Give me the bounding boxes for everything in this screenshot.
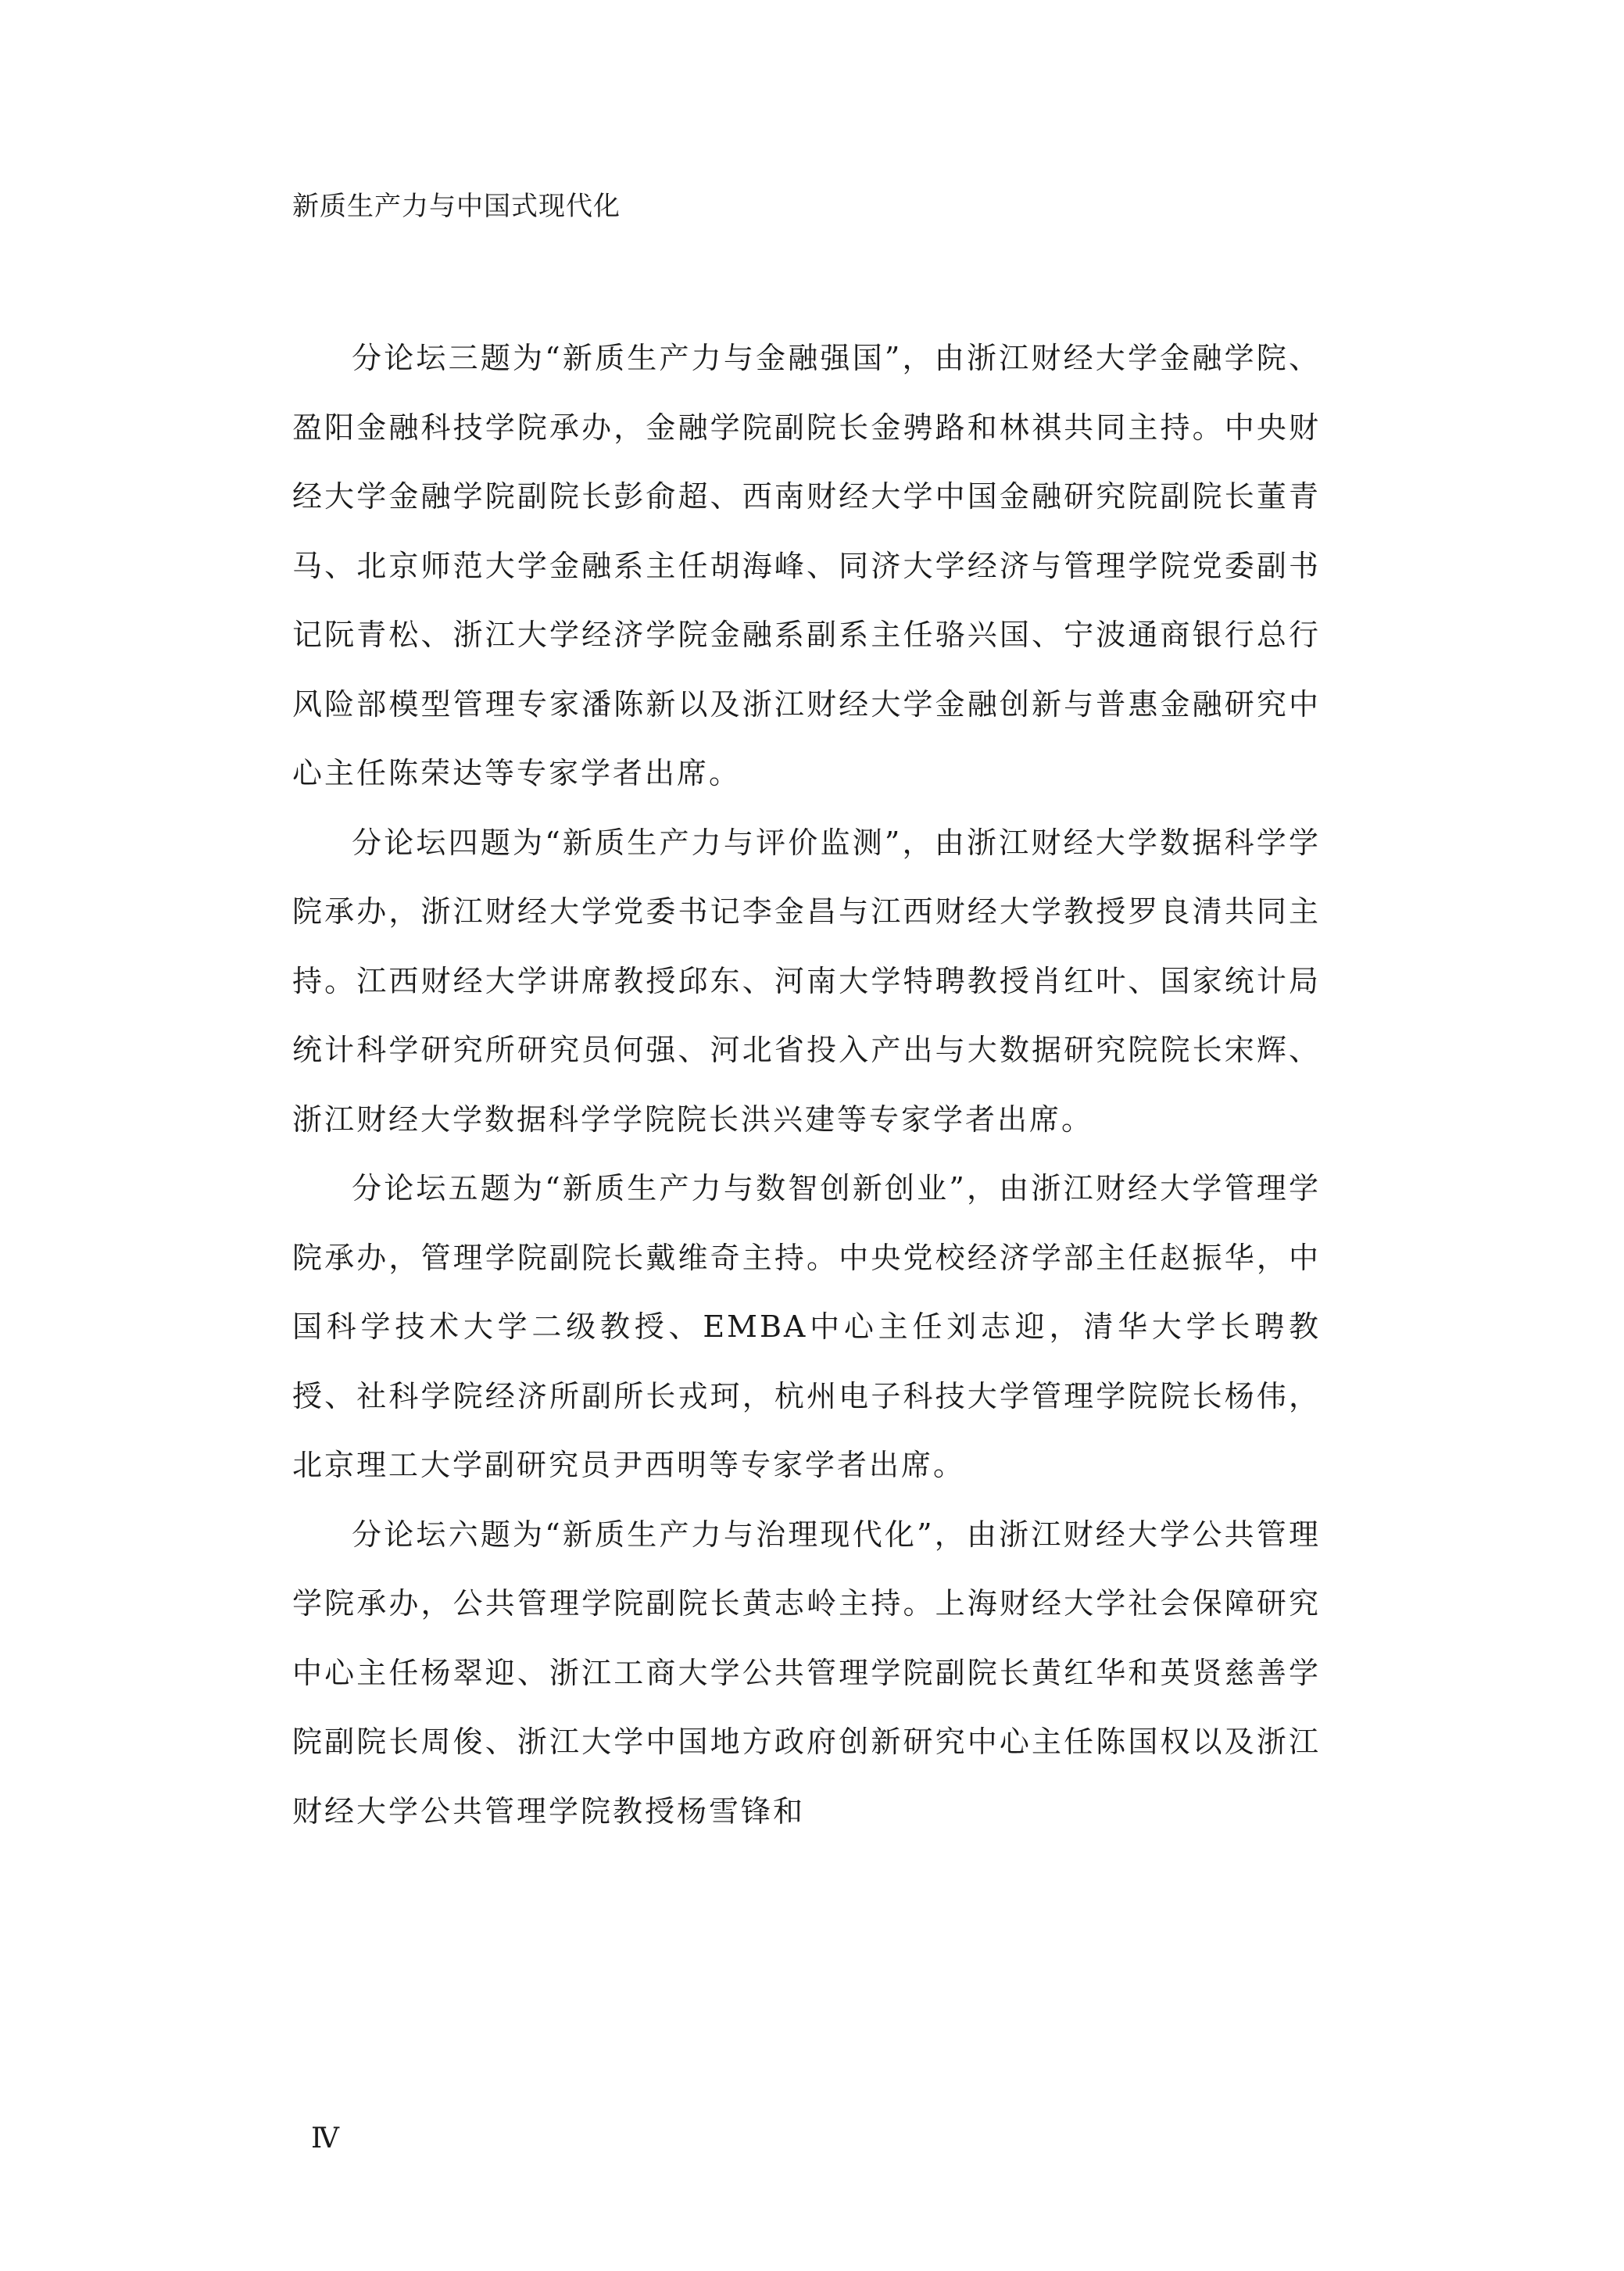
paragraph-forum-six: 分论坛六题为“新质生产力与治理现代化”，由浙江财经大学公共管理学院承办，公共管理学院副院长黄志岭主持。上海财经大学社会保障研究中心主任杨翠迎、浙江工商大学公共管理学院副院长黄红华和英贤慈善学院副院长周俊、浙江大学中国地方政府创新研究中心主任陈国权以及浙江财经大学公共管理学院教授杨雪锋和 bbox=[292, 1517, 1321, 1829]
paragraph-forum-four: 分论坛四题为“新质生产力与评价监测”，由浙江财经大学数据科学学院承办，浙江财经大学党委书记李金昌与江西财经大学教授罗良清共同主持。江西财经大学讲席教授邱东、河南大学特聘教授肖红叶、国家统计局统计科学研究所研究员何强、河北省投入产出与大数据研究院院长宋辉、浙江财经大学数据科学学院院长洪兴建等专家学者出席。 bbox=[292, 825, 1321, 1137]
page-number: Ⅳ bbox=[311, 2122, 339, 2155]
body-text bbox=[292, 324, 1321, 1846]
paragraph-forum-five: 分论坛五题为“新质生产力与数智创新创业”，由浙江财经大学管理学院承办，管理学院副院长戴维奇主持。中央党校经济学部主任赵振华，中国科学技术大学二级教授、EMBA中心主任刘志迎，清华大学长聘教授、社科学院经济所副所长戎珂，杭州电子科技大学管理学院院长杨伟，北京理工大学副研究员尹西明等专家学者出席。 bbox=[292, 1171, 1321, 1482]
running-header: 新质生产力与中国式现代化 bbox=[292, 191, 621, 222]
paragraph-forum-three: 分论坛三题为“新质生产力与金融强国”，由浙江财经大学金融学院、盈阳金融科技学院承办，金融学院副院长金骋路和林祺共同主持。中央财经大学金融学院副院长彭俞超、西南财经大学中国金融研究院副院长董青马、北京师范大学金融系主任胡海峰、同济大学经济与管理学院党委副书记阮青松、浙江大学经济学院金融系副系主任骆兴国、宁波通商银行总行风险部模型管理专家潘陈新以及浙江财经大学金融创新与普惠金融研究中心主任陈荣达等专家学者出席。 bbox=[292, 341, 1321, 790]
